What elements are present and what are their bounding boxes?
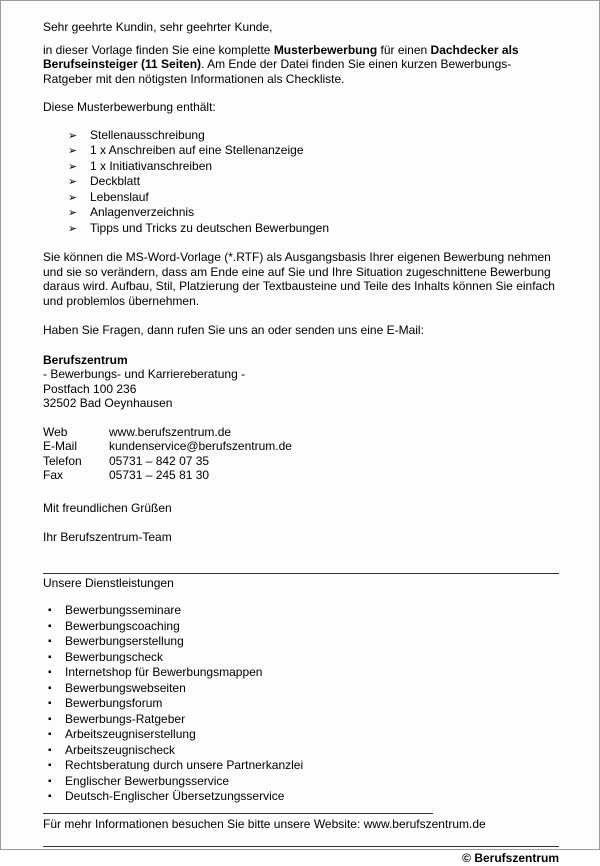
arrow-bullet-icon: ➢ <box>68 207 78 219</box>
list-item <box>43 190 559 206</box>
square-bullet-icon: ▪ <box>48 744 52 756</box>
list-item <box>43 205 559 221</box>
list-item <box>43 128 559 144</box>
list-item-label: Englischer Bewerbungsservice <box>65 773 230 788</box>
square-bullet-icon: ▪ <box>48 760 52 771</box>
square-bullet-icon: ▪ <box>48 775 52 787</box>
list-item-label: Bewerbungserstellung <box>65 634 184 648</box>
list-item <box>43 681 559 697</box>
contents-heading: Diese Musterbewerbung enthält: <box>43 100 216 114</box>
list-item-label: Arbeitszeugniserstellung <box>65 727 196 741</box>
list-item-label: Bewerbungswebseiten <box>65 680 186 695</box>
product-name-bold: Musterbewerbung <box>273 42 378 57</box>
contact-label: Fax <box>43 468 64 482</box>
list-item-label: Deckblatt <box>90 174 141 188</box>
list-item-label: Deutsch-Englischer Übersetzungsservice <box>65 789 285 803</box>
list-item <box>43 665 559 681</box>
list-item <box>43 174 559 190</box>
list-item <box>43 712 559 728</box>
square-bullet-icon: ▪ <box>48 636 52 647</box>
arrow-bullet-icon: ➢ <box>68 176 78 188</box>
square-bullet-icon: ▪ <box>48 620 52 632</box>
square-bullet-icon: ▪ <box>48 713 52 725</box>
signature-line: Ihr Berufszentrum-Team <box>43 530 172 544</box>
list-item <box>43 696 559 712</box>
intro-text-2: für einen <box>377 42 431 57</box>
services-section <box>43 573 559 805</box>
list-item <box>43 650 559 666</box>
intro-paragraph <box>43 43 559 87</box>
company-tagline: - Bewerbungs- und Karriereberatung - <box>43 367 246 381</box>
list-item <box>43 221 559 237</box>
job-title-bold: Dachdecker als Berufseinsteiger (11 Seiten) <box>43 42 519 71</box>
square-bullet-icon: ▪ <box>48 605 52 616</box>
arrow-bullet-icon: ➢ <box>68 129 78 142</box>
list-item <box>43 634 559 650</box>
footer-divider <box>43 813 433 814</box>
usage-paragraph: Sie können die MS-Word-Vorlage (*.RTF) als Ausgangsbasis Ihrer eigenen Bewerbung nehmen und sie so verändern, dass am Ende eine auf Sie und Ihre Situation zugeschnittene Bewerbung daraus wird. Aufbau, Stil, Platzierung der Textbausteine und Teile des Inhalts können Sie einfach und problemlos übernehmen. <box>43 250 555 308</box>
list-item <box>43 143 559 159</box>
list-item <box>43 758 559 774</box>
square-bullet-icon: ▪ <box>48 682 52 694</box>
arrow-bullet-icon: ➢ <box>68 191 78 204</box>
phone-number: 05731 – 842 07 35 <box>109 453 210 468</box>
list-item-label: Rechtsberatung durch unsere Partnerkanzlei <box>65 758 304 772</box>
arrow-bullet-icon: ➢ <box>68 222 78 235</box>
square-bullet-icon: ▪ <box>48 791 52 802</box>
bottom-divider <box>43 846 559 847</box>
list-item <box>43 159 559 175</box>
list-item-label: Tipps und Tricks zu deutschen Bewerbungen <box>90 220 330 235</box>
list-item-label: 1 x Initiativanschreiben <box>90 158 213 173</box>
services-heading: Unsere Dienstleistungen <box>43 575 174 590</box>
list-item-label: Internetshop für Bewerbungsmappen <box>65 665 263 679</box>
website-url: www.berufszentrum.de <box>109 424 232 439</box>
square-bullet-icon: ▪ <box>48 698 52 709</box>
square-bullet-icon: ▪ <box>48 667 52 678</box>
list-item <box>43 727 559 743</box>
list-item-label: Arbeitszeugnischeck <box>65 742 176 757</box>
contact-label: Web <box>43 424 68 439</box>
list-item-label: Stellenausschreibung <box>90 127 205 142</box>
list-item-label: Bewerbungscheck <box>65 649 164 664</box>
salutation: Sehr geehrte Kundin, sehr geehrter Kunde, <box>43 20 273 34</box>
contact-row-phone <box>43 454 559 469</box>
footer-info: Für mehr Informationen besuchen Sie bitte unsere Website: www.berufszentrum.de <box>43 816 486 831</box>
intro-text-3: . Am Ende der Datei finden Sie einen kurzen Bewerbungs-Ratgeber mit den nötigsten Informationen als Checkliste. <box>43 57 512 86</box>
list-item-label: Lebenslauf <box>90 189 149 204</box>
email-address: kundenservice@berufszentrum.de <box>109 439 292 453</box>
contact-row-fax <box>43 468 559 483</box>
list-item <box>43 789 559 805</box>
company-block <box>43 353 559 411</box>
contents-list <box>43 128 559 237</box>
square-bullet-icon: ▪ <box>48 729 52 740</box>
questions-line: Haben Sie Fragen, dann rufen Sie uns an oder senden uns eine E-Mail: <box>43 323 424 337</box>
list-item-label: 1 x Anschreiben auf eine Stellenanzeige <box>90 143 304 157</box>
list-item <box>43 619 559 635</box>
company-name: Berufszentrum <box>43 352 128 367</box>
services-list <box>43 603 559 805</box>
list-item-label: Bewerbungscoaching <box>65 618 180 633</box>
contact-row-email <box>43 439 559 454</box>
contact-row-web <box>43 425 559 440</box>
list-item-label: Bewerbungsforum <box>65 696 163 710</box>
arrow-bullet-icon: ➢ <box>68 160 78 173</box>
contact-label: Telefon <box>43 453 82 468</box>
list-item-label: Bewerbungsseminare <box>65 603 182 617</box>
list-item-label: Bewerbungs-Ratgeber <box>65 711 186 726</box>
company-city: 32502 Bad Oeynhausen <box>43 396 173 410</box>
company-pobox: Postfach 100 236 <box>43 381 137 396</box>
contact-block <box>43 425 559 483</box>
arrow-bullet-icon: ➢ <box>68 145 78 157</box>
list-item <box>43 774 559 790</box>
square-bullet-icon: ▪ <box>48 651 52 663</box>
fax-number: 05731 – 245 81 30 <box>109 468 210 482</box>
contact-label: E-Mail <box>43 439 78 453</box>
document-content <box>1 1 599 866</box>
copyright: © Berufszentrum <box>462 851 559 865</box>
closing-line: Mit freundlichen Grüßen <box>43 500 172 515</box>
list-item <box>43 743 559 759</box>
intro-text-1: in dieser Vorlage finden Sie eine komplette <box>43 42 274 57</box>
list-item-label: Anlagenverzeichnis <box>90 205 195 219</box>
list-item <box>43 603 559 619</box>
